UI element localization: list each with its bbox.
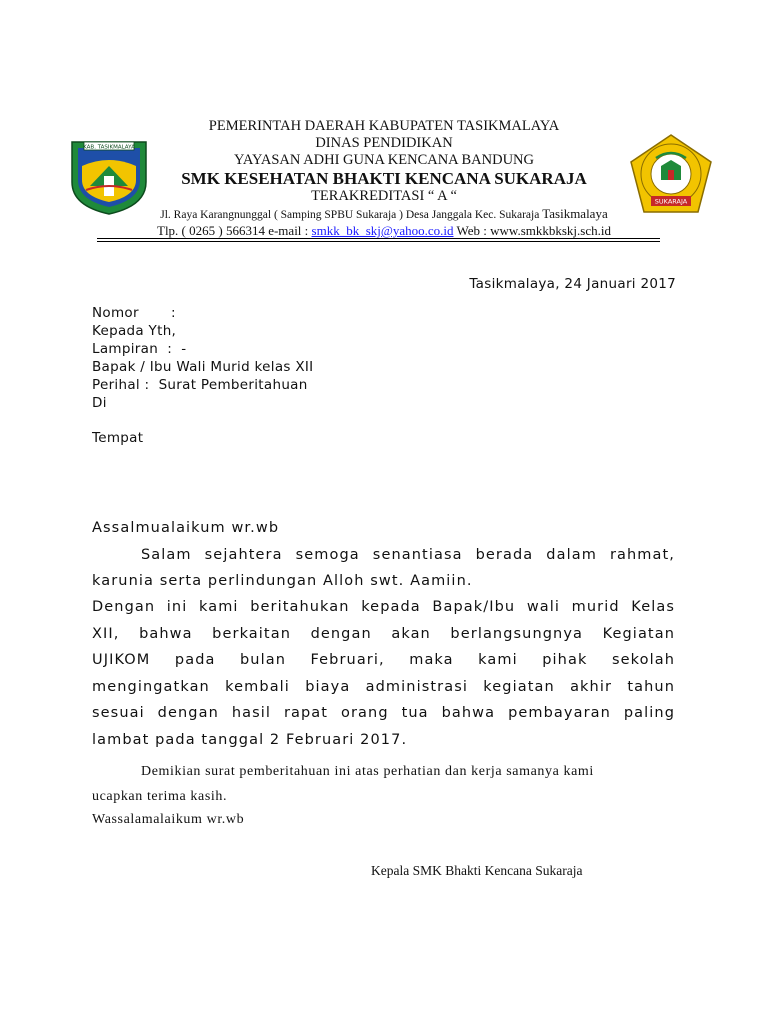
di-line: Di	[92, 395, 107, 411]
header-line-2: DINAS PENDIDIKAN	[315, 135, 453, 151]
paragraph-2-line: UJIKOM pada bulan Februari, maka kami pihak sekolah	[92, 652, 675, 668]
farewell: Wassalamalaikum wr.wb	[92, 812, 245, 827]
header-line-3: YAYASAN ADHI GUNA KENCANA BANDUNG	[234, 152, 534, 168]
web-text: Web : www.smkkbkskj.sch.id	[453, 223, 611, 238]
address-main: Jl. Raya Karangnunggal ( Samping SPBU Sukaraja ) Desa Janggala Kec. Sukaraja	[160, 209, 543, 221]
tempat-line: Tempat	[92, 430, 144, 446]
accreditation: TERAKREDITASI “ A “	[311, 188, 457, 204]
address-line	[0, 206, 768, 222]
paragraph-2	[92, 594, 675, 753]
header-line-1: PEMERINTAH DAERAH KABUPATEN TASIKMALAYA	[208, 118, 560, 134]
paragraph-1-line-1: Salam sejahtera semoga senantiasa berada dalam rahmat,	[141, 547, 675, 563]
email-link[interactable]: smkk_bk_skj@yahoo.co.id	[311, 223, 454, 238]
closing-line-2: ucapkan terima kasih.	[92, 789, 228, 804]
paragraph-2-last-line: lambat pada tanggal 2 Februari 2017.	[92, 731, 408, 748]
header-rule-bottom	[97, 241, 660, 242]
paragraph-2-line: mengingatkan kembali biaya administrasi kegiatan akhir tahun	[92, 678, 675, 695]
kepada-line: Kepada Yth,	[92, 323, 177, 339]
greeting: Assalmualaikum wr.wb	[92, 520, 280, 536]
phone-text: Tlp. ( 0265 ) 566314 e-mail :	[157, 223, 312, 238]
right-logo-text: SUKARAJA	[654, 197, 688, 206]
perihal-line: Perihal : Surat Pemberitahuan	[92, 377, 308, 393]
header-rule-top	[97, 238, 660, 239]
paragraph-2-line: XII, bahwa berkaitan dengan akan berlangsungnya Kegiatan	[92, 625, 675, 642]
nomor-line: Nomor :	[92, 305, 176, 321]
school-name: SMK KESEHATAN BHAKTI KENCANA SUKARAJA	[181, 169, 587, 188]
signature-title: Kepala SMK Bhakti Kencana Sukaraja	[371, 863, 583, 878]
contact-line	[0, 223, 768, 239]
date-line: Tasikmalaya, 24 Januari 2017	[469, 276, 676, 292]
lampiran-line: Lampiran : -	[92, 341, 187, 357]
closing-line-1: Demikian surat pemberitahuan ini atas perhatian dan kerja samanya kami	[141, 764, 594, 779]
paragraph-2-line: Dengan ini kami beritahukan kepada Bapak/Ibu wali murid Kelas	[92, 599, 675, 615]
recipient-line: Bapak / Ibu Wali Murid kelas XII	[92, 359, 314, 375]
left-logo-text: KAB. TASIKMALAYA	[83, 144, 135, 151]
address-city: Tasikmalaya	[542, 206, 608, 221]
paragraph-2-line: sesuai dengan hasil rapat orang tua bahwa pembayaran paling	[92, 705, 675, 721]
paragraph-1-line-2: karunia serta perlindungan Alloh swt. Aamiin.	[92, 573, 473, 589]
